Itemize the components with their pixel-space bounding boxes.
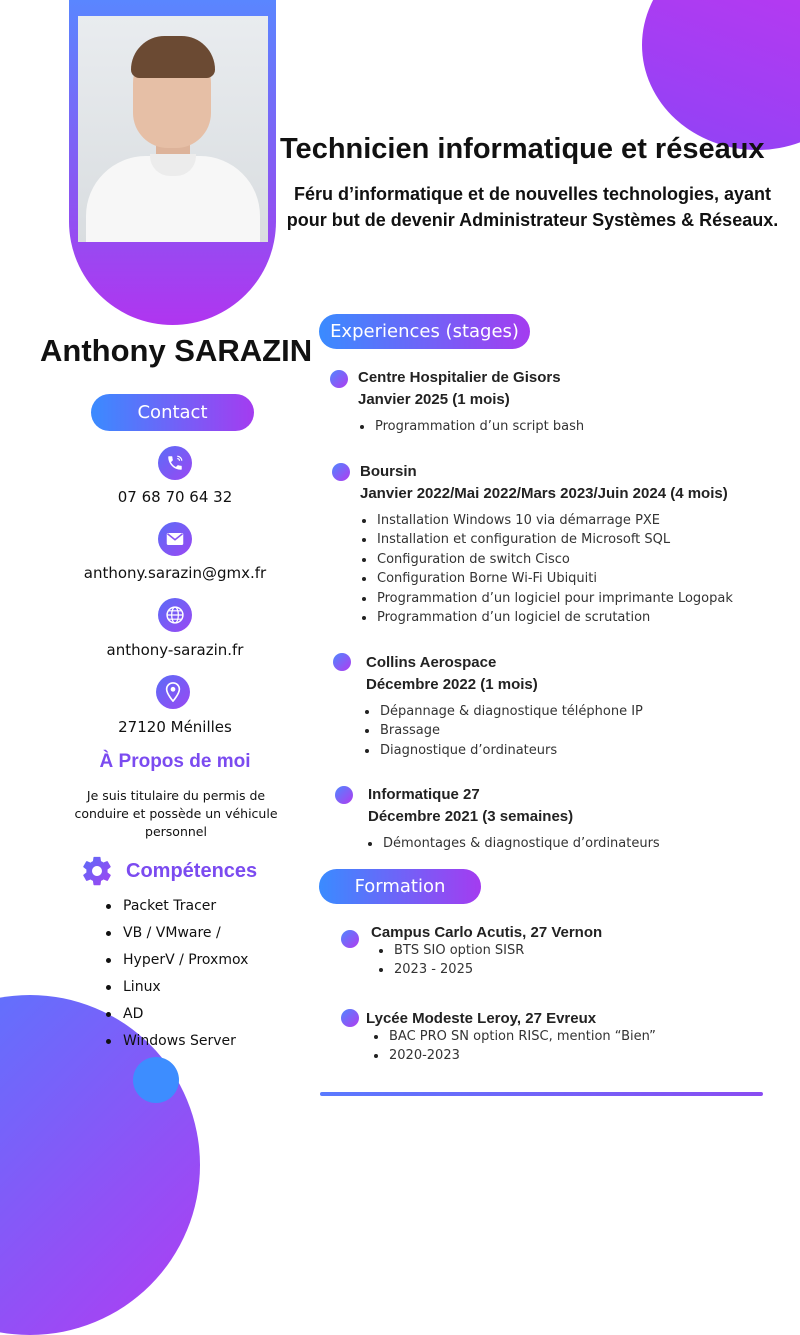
task-item: Diagnostique d’ordinateurs bbox=[363, 741, 643, 760]
experience-tasks bbox=[363, 702, 643, 760]
detail-item: BTS SIO option SISR bbox=[377, 941, 524, 960]
skill-item: Windows Server bbox=[104, 1028, 304, 1055]
experience-tasks bbox=[360, 511, 733, 627]
skill-item: VB / VMware / bbox=[104, 920, 304, 947]
formation-school: Lycée Modeste Leroy, 27 Evreux bbox=[366, 1010, 597, 1027]
bottom-divider bbox=[320, 1092, 763, 1096]
job-title: Technicien informatique et réseaux bbox=[280, 133, 765, 165]
timeline-dot bbox=[335, 786, 353, 804]
timeline-dot bbox=[330, 370, 348, 388]
skill-item: Linux bbox=[104, 974, 304, 1001]
experience-period: Décembre 2022 (1 mois) bbox=[366, 676, 538, 693]
decorative-circle-top-right bbox=[642, 0, 800, 150]
contact-phone[interactable]: 07 68 70 64 32 bbox=[117, 488, 233, 506]
gear-icon bbox=[80, 854, 114, 888]
experience-company: Informatique 27 bbox=[368, 786, 480, 803]
experience-tasks bbox=[366, 834, 660, 853]
envelope-icon bbox=[158, 522, 192, 556]
formation-heading: Formation bbox=[319, 869, 481, 904]
formation-details bbox=[377, 941, 524, 980]
formation-details bbox=[372, 1027, 656, 1066]
experience-tasks bbox=[358, 417, 584, 436]
task-item: Brassage bbox=[363, 721, 643, 740]
timeline-dot bbox=[332, 463, 350, 481]
globe-icon bbox=[158, 598, 192, 632]
contact-location: 27120 Ménilles bbox=[118, 718, 232, 736]
experience-period: Décembre 2021 (3 semaines) bbox=[368, 808, 574, 825]
task-item: Programmation d’un logiciel de scrutation bbox=[360, 608, 733, 627]
skill-item: Packet Tracer bbox=[104, 893, 304, 920]
skills-list bbox=[104, 893, 304, 1055]
candidate-name: Anthony SARAZIN bbox=[40, 333, 313, 368]
experience-period: Janvier 2025 (1 mois) bbox=[358, 391, 510, 408]
task-item: Programmation d’un script bash bbox=[358, 417, 584, 436]
timeline-dot bbox=[341, 930, 359, 948]
task-item: Configuration Borne Wi-Fi Ubiquiti bbox=[360, 569, 733, 588]
contact-website[interactable]: anthony-sarazin.fr bbox=[106, 641, 244, 659]
task-item: Programmation d’un logiciel pour imprimante Logopak bbox=[360, 589, 733, 608]
phone-icon bbox=[158, 446, 192, 480]
timeline-dot bbox=[333, 653, 351, 671]
task-item: Installation Windows 10 via démarrage PXE bbox=[360, 511, 733, 530]
detail-item: BAC PRO SN option RISC, mention “Bien” bbox=[372, 1027, 656, 1046]
experience-company: Centre Hospitalier de Gisors bbox=[358, 369, 561, 386]
detail-item: 2020-2023 bbox=[372, 1046, 656, 1065]
contact-heading: Contact bbox=[91, 394, 254, 431]
task-item: Dépannage & diagnostique téléphone IP bbox=[363, 702, 643, 721]
experience-company: Boursin bbox=[360, 463, 417, 480]
experience-period: Janvier 2022/Mai 2022/Mars 2023/Juin 2024 (4 mois) bbox=[360, 485, 728, 502]
task-item: Configuration de switch Cisco bbox=[360, 550, 733, 569]
about-text: Je suis titulaire du permis de conduire et possède un véhicule personnel bbox=[74, 788, 278, 839]
skill-item: HyperV / Proxmox bbox=[104, 947, 304, 974]
task-item: Démontages & diagnostique d’ordinateurs bbox=[366, 834, 660, 853]
detail-item: 2023 - 2025 bbox=[377, 960, 524, 979]
experiences-heading: Experiences (stages) bbox=[319, 314, 530, 349]
skill-item: AD bbox=[104, 1001, 304, 1028]
about-title: À Propos de moi bbox=[99, 751, 251, 772]
formation-school: Campus Carlo Acutis, 27 Vernon bbox=[371, 924, 603, 941]
task-item: Installation et configuration de Microsoft SQL bbox=[360, 530, 733, 549]
timeline-dot bbox=[341, 1009, 359, 1027]
tagline: Féru d’informatique et de nouvelles technologies, ayant pour but de devenir Administrateur Systèmes & Réseaux. bbox=[286, 184, 779, 230]
profile-photo bbox=[78, 16, 268, 242]
decorative-dot bbox=[133, 1057, 179, 1103]
location-pin-icon bbox=[156, 675, 190, 709]
contact-email[interactable]: anthony.sarazin@gmx.fr bbox=[83, 564, 267, 582]
experience-company: Collins Aerospace bbox=[366, 654, 497, 671]
skills-title: Compétences bbox=[126, 860, 258, 882]
